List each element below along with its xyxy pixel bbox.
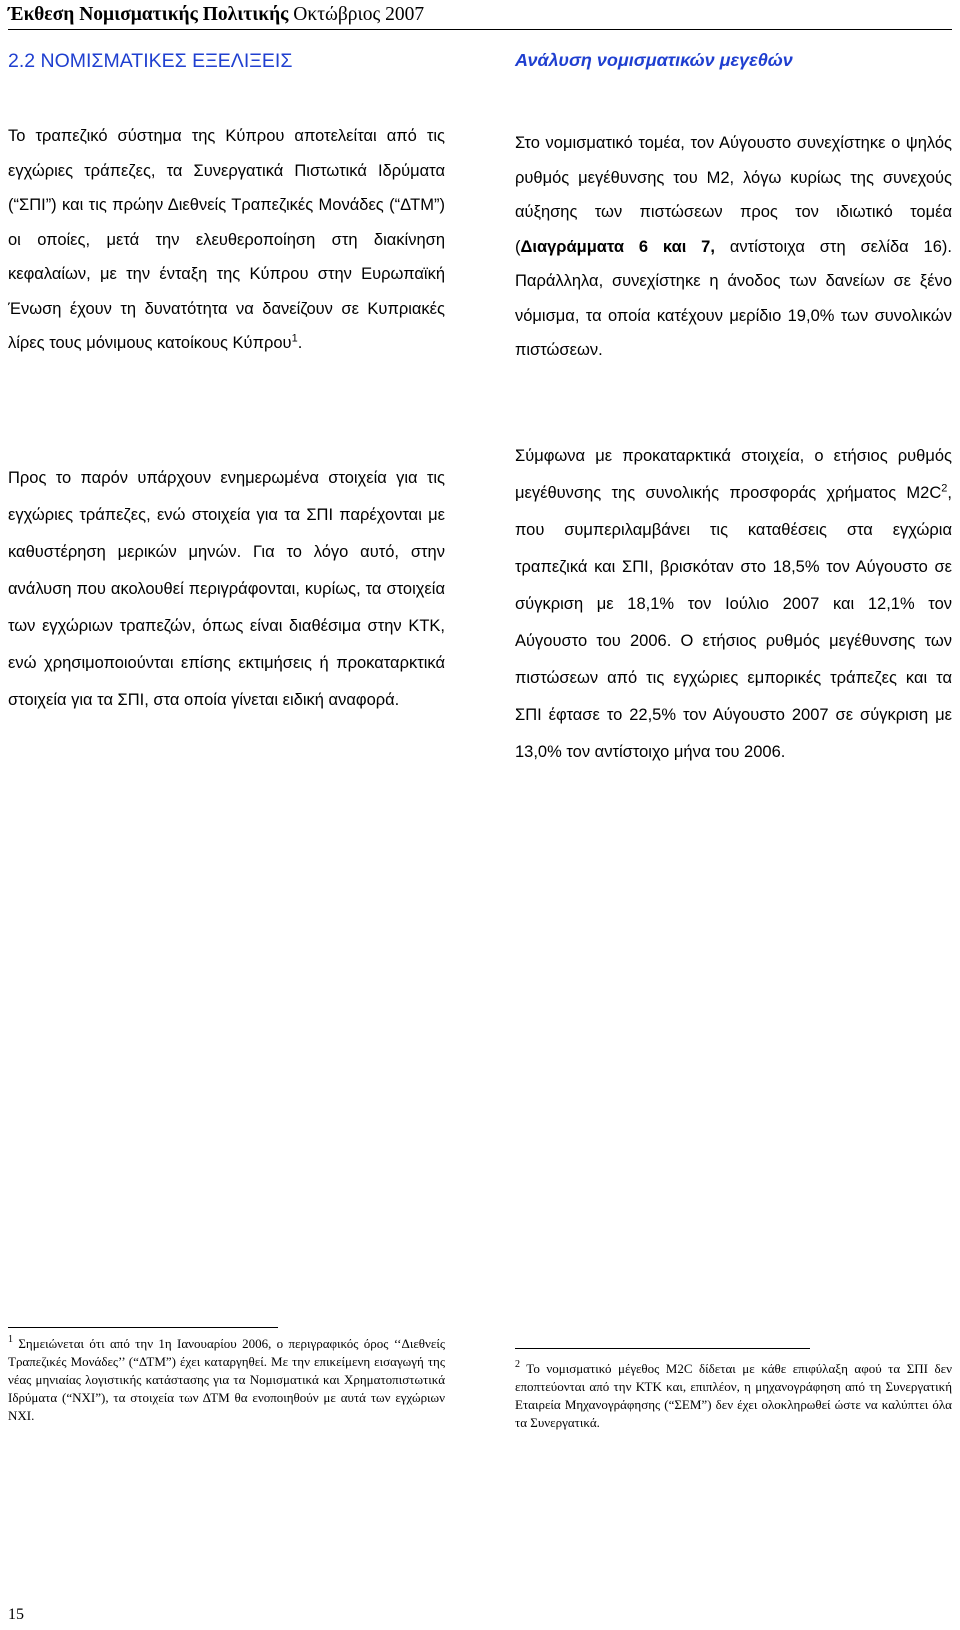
section-title: 2.2 ΝΟΜΙΣΜΑΤΙΚΕΣ ΕΞΕΛΙΞΕΙΣ (8, 50, 293, 72)
header-title-bold: Έκθεση Νομισματικής Πολιτικής (8, 4, 289, 25)
page-number: 15 (8, 1606, 24, 1623)
right-paragraph-2: Σύμφωνα με προκαταρκτικά στοιχεία, ο ετήσιος ρυθμός μεγέθυνσης της συνολικής προσφοράς χρήματος $M2C^2$, που συμπεριλαμβάνει τις καταθέσεις στα εγχώρια τραπεζικά και ΣΠΙ, βρισκόταν στο 18,5% τον Αύγουστο σε σύγκριση με 18,1% τον Ιούλιο 2007 και 12,1% τον Αύγουστο του 2006. Ο ετήσιος ρυθμός μεγέθυνσης των πιστώσεων από τις εγχώριες εμπορικές τράπεζες και τα ΣΠΙ έφτασε το 22,5% τον Αύγουστο 2007 σε σύγκριση με 13,0% τον αντίστοιχο μήνα του 2006. (515, 447, 952, 761)
footnote-ref-1: 1 (291, 332, 298, 345)
diagram-reference: Διαγράμματα 6 και 7, (520, 237, 715, 256)
footnote-2: $^2$ Το νομισματικό μέγεθος Μ2C δίδεται με κάθε επιφύλαξη αφού τα ΣΠΙ δεν εποπτεύονται από την ΚΤΚ και, επιπλέον, η μηχανογράφηση από τη Συνεργατική Εταιρεία Μηχανογράφησης (“ΣΕΜ”) δεν έχει ολοκληρωθεί ώστε να καλύπτει όλα τα Συνεργατικά. (515, 1359, 952, 1430)
header-rule (8, 29, 952, 30)
left-paragraph-1: Το τραπεζικό σύστημα της Κύπρου αποτελείται από τις εγχώριες τράπεζες, τα Συνεργατικά Πιστωτικά Ιδρύματα (“ΣΠΙ”) και τις πρώην Διεθνείς Τραπεζικές Μονάδες (“ΔΤΜ”) οι οποίες, μετά την ελευθεροποίηση στη διακίνηση κεφαλαίων, με την ένταξη της Κύπρου στην Ευρωπαϊκή Ένωση έχουν τη δυνατότητα να δανείζουν σε Κυπριακές λίρες τους μόνιμους κατοίκους Κύπρου$^1$. (8, 127, 445, 352)
footnote-rule-left (8, 1327, 278, 1328)
page-header (8, 2, 952, 28)
right-column-heading: Ανάλυση νομισματικών μεγεθών (515, 50, 793, 70)
footnote-rule-right (515, 1348, 810, 1349)
footnote-1: $^1$ Σημειώνεται ότι από την 1η Ιανουαρίου 2006, ο περιγραφικός όρος ‘‘Διεθνείς Τραπεζικές Μονάδες’’ (“ΔΤΜ”) έχει καταργηθεί. Με την επικείμενη εισαγωγή της νέας μηνιαίας λογιστικής κατάστασης για τα Νομισματικά και Χρηματοπιστωτικά Ιδρύματα (“ΝΧΙ”), τα στοιχεία των ΔΤΜ θα ενοποιηθούν με αυτά των εγχώριων ΝΧΙ. (8, 1334, 445, 1423)
header-title-date: Οκτώβριος 2007 (288, 4, 425, 25)
right-paragraph-1: Στο νομισματικό τομέα, τον Αύγουστο συνεχίστηκε ο ψηλός ρυθμός μεγέθυνσης του Μ2, λόγω κυρίως της συνεχούς αύξησης των πιστώσεων προς τον ιδιωτικό τομέα (Διαγράμματα 6 και 7, αντίστοιχα στη σελίδα 16). Παράλληλα, συνεχίστηκε η άνοδος των δανείων σε ξένο νόμισμα, τα οποία κατέχουν μερίδιο 19,0% των συνολικών πιστώσεων. (515, 134, 952, 359)
left-paragraph-2: Προς το παρόν υπάρχουν ενημερωμένα στοιχεία για τις εγχώριες τράπεζες, ενώ στοιχεία για τα ΣΠΙ παρέχονται με καθυστέρηση μερικών μηνών. Για το λόγο αυτό, στην ανάλυση που ακολουθεί περιγράφονται, κυρίως, τα στοιχεία των εγχώριων τραπεζών, όπως είναι διαθέσιμα στην ΚΤΚ, ενώ χρησιμοποιούνται επίσης εκτιμήσεις ή προκαταρκτικά στοιχεία για τα ΣΠΙ, στα οποία γίνεται ειδική αναφορά. (8, 469, 445, 709)
footnote-ref-2: 2 (941, 482, 948, 495)
